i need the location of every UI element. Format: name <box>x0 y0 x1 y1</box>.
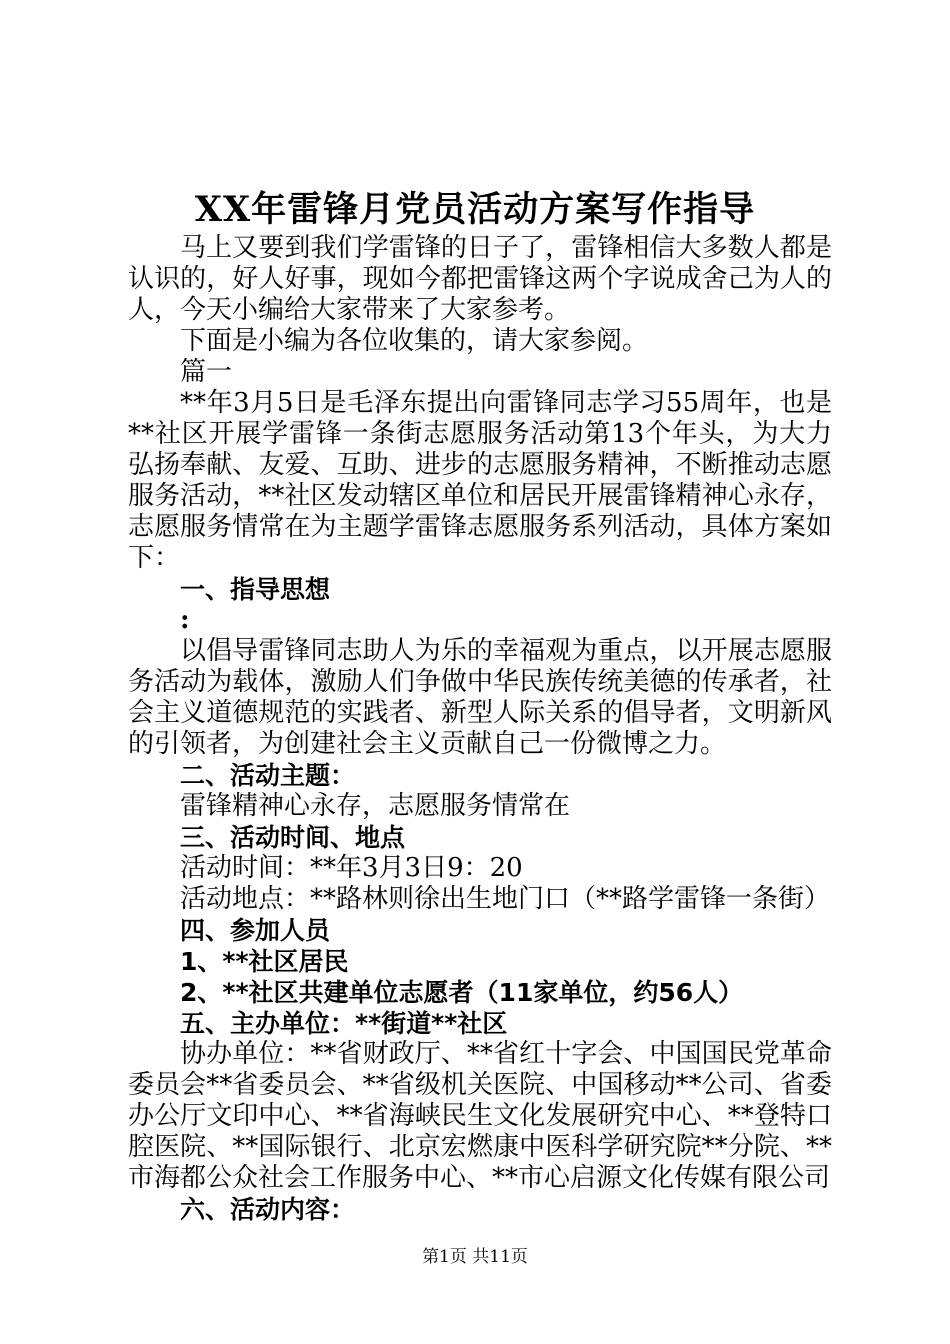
intro-paragraph: 马上又要到我们学雷锋的日子了，雷锋相信大多数人都是认识的，好人好事，现如今都把雷锋这两个字说成舍己为人的人，今天小编给大家带来了大家参考。 <box>128 233 832 325</box>
document-body <box>128 233 832 1225</box>
theme-text: 雷锋精神心永存，志愿服务情常在 <box>180 791 571 821</box>
document-title: XX年雷锋月党员活动方案写作指导 <box>194 189 756 230</box>
section-heading-content: 六、活动内容： <box>180 1195 356 1224</box>
section-heading-guiding: 一、指导思想 <box>180 575 331 604</box>
participant-item: 2、**社区共建单位志愿者（11家单位，约56人） <box>180 978 744 1007</box>
section-heading-theme: 二、活动主题： <box>180 761 356 790</box>
guiding-paragraph: 以倡导雷锋同志助人为乐的幸福观为重点，以开展志愿服务活动为载体，激励人们争做中华民族传统美德的传承者，社会主义道德规范的实践者、新型人际关系的倡导者，文明新风的引领者，为创建社会主义贡献自己一份微博之力。 <box>128 636 832 759</box>
participant-item: 1、**社区居民 <box>180 947 349 976</box>
section-heading-organizer: 五、主办单位：**街道**社区 <box>180 1009 508 1038</box>
part-label: 篇一 <box>180 357 233 387</box>
section-heading-participants: 四、参加人员 <box>180 916 331 945</box>
page-footer: 第1页 共11页 <box>422 1247 528 1267</box>
collected-note: 下面是小编为各位收集的，请大家参阅。 <box>180 326 649 356</box>
co-organizers-paragraph: 协办单位：**省财政厅、**省红十字会、中国国民党革命委员会**省委员会、**省级机关医院、中国移动**公司、省委办公厅文印中心、**省海峡民生文化发展研究中心、**登特口腔医院、**国际银行、北京宏燃康中医科学研究院**分院、**市海都公众社会工作服务中心、**市心启源文化传媒有限公司 <box>128 1039 832 1193</box>
activity-place: 活动地点：**路林则徐出生地门口（**路学雷锋一条街） <box>180 884 831 914</box>
activity-time: 活动时间：**年3月3日9：20 <box>180 853 523 883</box>
background-paragraph: **年3月5日是毛泽东提出向雷锋同志学习55周年，也是**社区开展学雷锋一条街志愿服务活动第13个年头，为大力弘扬奉献、友爱、互助、进步的志愿服务精神，不断推动志愿服务活动，**社区发动辖区单位和居民开展雷锋精神心永存，志愿服务情常在为主题学雷锋志愿服务系列活动，具体方案如下： <box>128 388 832 573</box>
stray-colon: : <box>180 605 190 635</box>
section-heading-time-place: 三、活动时间、地点 <box>180 823 406 852</box>
